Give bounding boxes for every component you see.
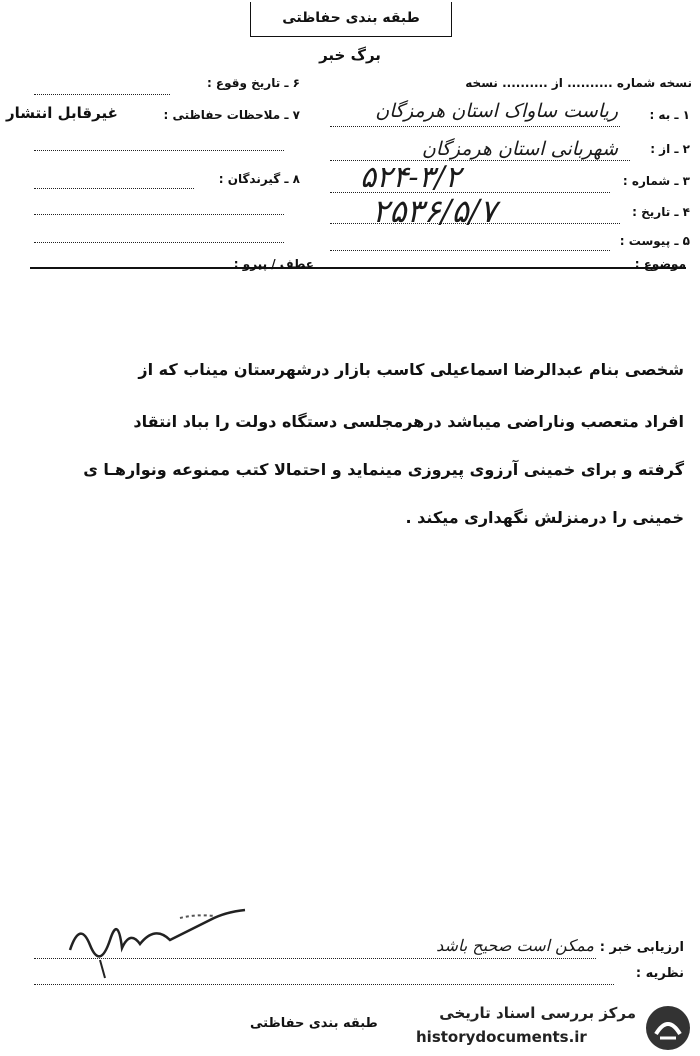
occurrence-date-label: ۶ ـ تاریخ وقوع : [206,76,300,90]
date-label: ۴ ـ تاریخ : [632,205,690,219]
copy-number-line: نسخه شماره .......... از .......... نسخه [465,76,692,90]
classification-box-top [250,2,452,37]
opinion-label: نظریه : [635,966,684,981]
recipients-dotted-line-3 [34,242,284,243]
opinion-dotted-line [34,984,614,985]
date-value: ۲۵۳۶/۵/۷ [372,192,497,230]
classification-box-bottom [220,1004,430,1044]
number-value: ۵۲۴-۳/۲ [360,160,461,195]
signature-scribble [60,900,260,980]
evaluation-value: ممکن است صحیح باشد [436,936,594,955]
evaluation-label: ارزیابی خبر : [599,940,684,955]
reference-label: عطف / پیرو : [233,257,314,271]
to-dotted-line [330,126,620,127]
classification-label-bottom: طبقه بندی حفاظتی [250,1016,378,1031]
archive-logo-icon [644,1004,692,1052]
to-value: ریاست ساواک استان هرمزگان [375,100,618,122]
watermark-url: historydocuments.ir [416,1028,587,1046]
watermark [410,1000,696,1054]
attachment-label: ۵ ـ پیوست : [619,234,690,248]
body-line-3: گرفته و برای خمینی آرزوی پیروزی مینماید و احتمالا کتب ممنوعه ونوارهـا ی [83,460,684,479]
watermark-text-fa: مرکز بررسی اسناد تاریخی [439,1004,636,1022]
from-label: ۲ ـ از : [650,142,690,156]
recipients-dotted-line-2 [34,214,284,215]
classification-label-top: طبقه بندی حفاظتی [282,10,420,26]
security-notes-label: ۷ ـ ملاحظات حفاظتی : [163,108,300,122]
body-line-2: افراد متعصب وناراضی میباشد درهرمجلسی دستگاه دولت را بباد انتقاد [133,412,684,431]
number-label: ۳ ـ شماره : [622,174,690,188]
recipients-label: ۸ ـ گیرندگان : [218,172,300,186]
body-line-4: خمینی را درمنزلش نگهداری میکند . [405,508,684,527]
subject-label: موضوع : [634,257,686,271]
security-notes-value: غیرقابل انتشار [6,104,118,122]
attachment-dotted-line [330,250,610,251]
occurrence-dotted-line [34,94,170,95]
form-title: برگ خبر [319,46,381,64]
to-label: ۱ ـ به : [649,108,690,122]
from-value: شهربانی استان هرمزگان [421,138,618,160]
security-notes-dotted-line [34,150,284,151]
body-line-1: شخصی بنام عبدالرضا اسماعیلی کاسب بازار درشهرستان میناب که از [138,360,684,379]
header-divider [30,267,686,269]
recipients-dotted-line-1 [34,188,194,189]
